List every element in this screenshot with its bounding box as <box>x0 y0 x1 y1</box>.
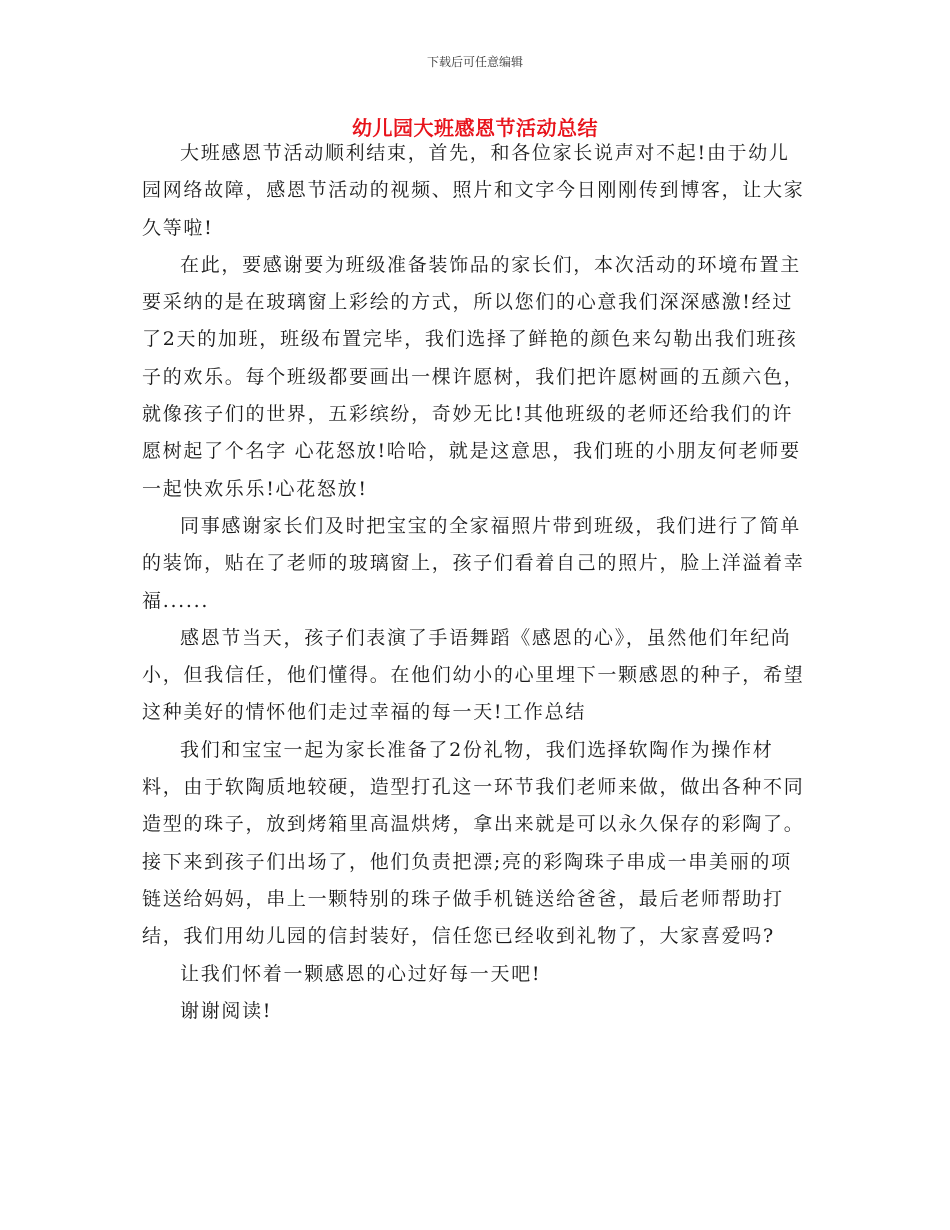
paragraph-family-photos: 同事感谢家长们及时把宝宝的全家福照片带到班级，我们进行了简单的装饰，贴在了老师的玻璃窗上，孩子们看着自己的照片，脸上洋溢着幸福...... <box>142 514 805 612</box>
paragraph-thanks: 谢谢阅读! <box>180 999 273 1022</box>
paragraph-performance: 感恩节当天，孩子们表演了手语舞蹈《感恩的心》，虽然他们年纪尚小，但我信任，他们懂得。在他们幼小的心里埋下一颗感恩的种子，希望这种美好的情怀他们走过幸福的每一天!工作总结 <box>142 626 805 724</box>
document-body <box>142 135 807 1030</box>
paragraph-closing: 让我们怀着一颗感恩的心过好每一天吧! <box>180 962 542 985</box>
paragraph-gifts: 我们和宝宝一起为家长准备了2份礼物，我们选择软陶作为操作材料，由于软陶质地较硬，造型打孔这一环节我们老师来做，做出各种不同造型的珠子，放到烤箱里高温烘烤，拿出来就是可以永久保存的彩陶了。接下来到孩子们出场了，他们负责把漂;亮的彩陶珠子串成一串美丽的项链送给妈妈，串上一颗特别的珠子做手机链送给爸爸，最后老师帮助打结，我们用幼儿园的信封装好，信任您已经收到礼物了，大家喜爱吗? <box>142 738 805 948</box>
page-header-note: 下载后可任意编辑 <box>426 55 523 69</box>
paragraph-decoration: 在此，要感谢要为班级准备装饰品的家长们，本次活动的环境布置主要采纳的是在玻璃窗上彩绘的方式，所以您们的心意我们深深感激!经过了2天的加班，班级布置完毕，我们选择了鲜艳的颜色来勾勒出我们班孩子的欢乐。每个班级都要画出一棵许愿树，我们把许愿树画的五颜六色，就像孩子们的世界，五彩缤纷，奇妙无比!其他班级的老师还给我们的许愿树起了个名字 心花怒放!哈哈，就是这意思，我们班的小朋友何老师要一起快欢乐乐!心花怒放! <box>142 253 805 500</box>
document-title: 幼儿园大班感恩节活动总结 <box>352 116 598 140</box>
paragraph-intro: 大班感恩节活动顺利结束，首先，和各位家长说声对不起!由于幼儿园网络故障，感恩节活动的视频、照片和文字今日刚刚传到博客，让大家久等啦! <box>142 142 805 239</box>
